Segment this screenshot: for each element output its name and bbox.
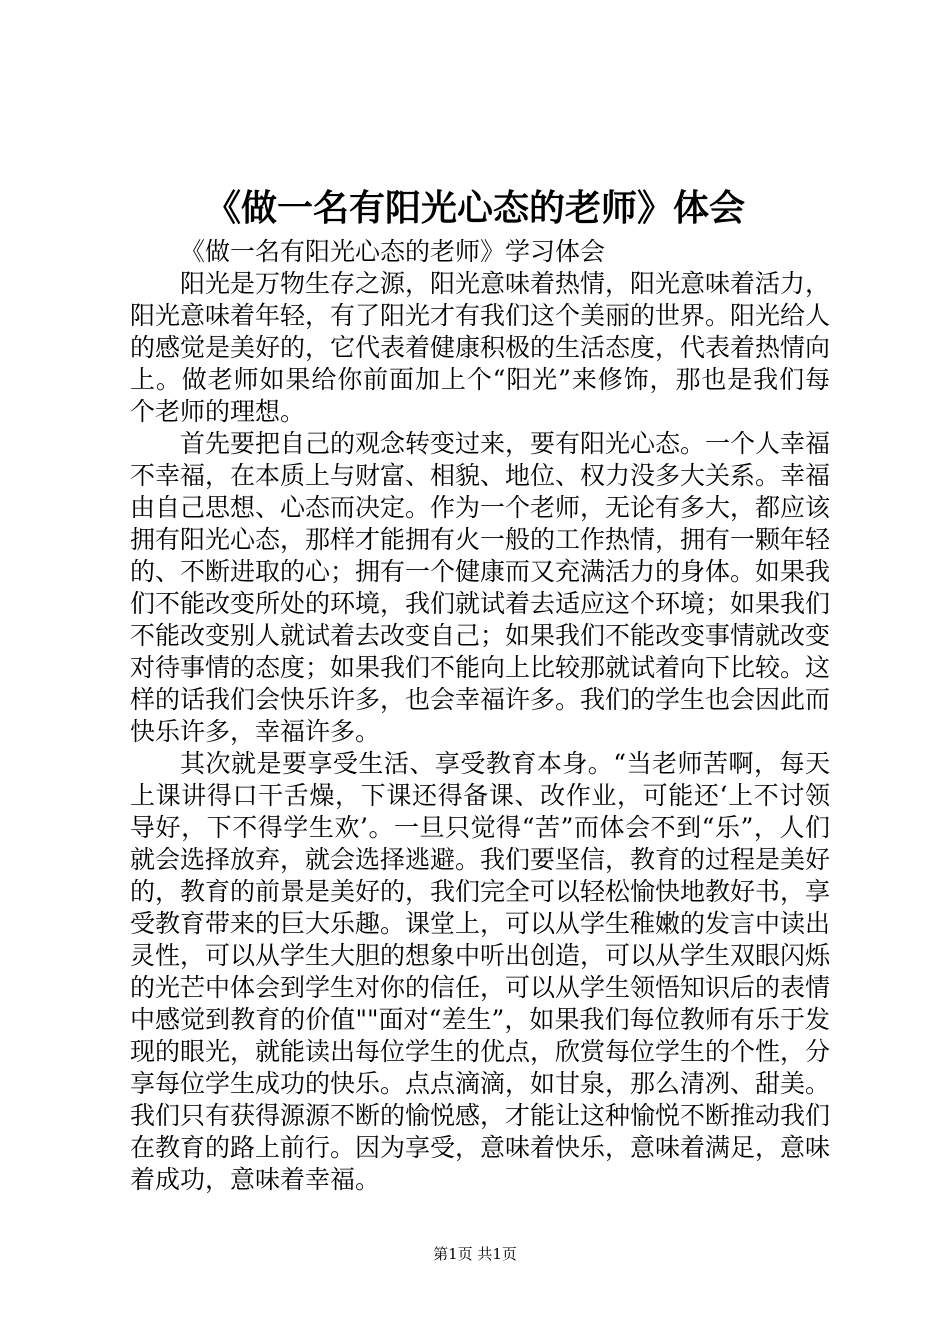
document-subtitle: 《做一名有阳光心态的老师》学习体会 <box>180 237 606 266</box>
paragraph-1: 阳光是万物生存之源，阳光意味着热情，阳光意味着活力，阳光意味着年轻，有了阳光才有我们这个美丽的世界。阳光给人的感觉是美好的，它代表着健康积极的生活态度，代表着热情向上。做老师如果给你前面加上个“阳光”来修饰，那也是我们每个老师的理想。 <box>130 269 831 426</box>
document-title: 《做一名有阳光心态的老师》体会 <box>204 188 745 229</box>
page-footer: 第1页 共1页 <box>433 1245 517 1263</box>
document-body <box>130 236 830 1196</box>
paragraph-2: 首先要把自己的观念转变过来，要有阳光心态。一个人幸福不幸福，在本质上与财富、相貌、地位、权力没多大关系。幸福由自己思想、心态而决定。作为一个老师，无论有多大，都应该拥有阳光心态，那样才能拥有火一般的工作热情，拥有一颗年轻的、不断进取的心；拥有一个健康而又充满活力的身体。如果我们不能改变所处的环境，我们就试着去适应这个环境；如果我们不能改变别人就试着去改变自己；如果我们不能改变事情就改变对待事情的态度；如果我们不能向上比较那就试着向下比较。这样的话我们会快乐许多，也会幸福许多。我们的学生也会因此而快乐许多，幸福许多。 <box>130 429 831 746</box>
paragraph-3: 其次就是要享受生活、享受教育本身。“当老师苦啊，每天上课讲得口干舌燥，下课还得备课、改作业，可能还‘上不讨领导好，下不得学生欢’。一旦只觉得“苦”而体会不到“乐”，人们就会选择放弃，就会选择逃避。我们要坚信，教育的过程是美好的，教育的前景是美好的，我们完全可以轻松愉快地教好书，享受教育带来的巨大乐趣。课堂上，可以从学生稚嫩的发言中读出灵性，可以从学生大胆的想象中听出创造，可以从学生双眼闪烁的光芒中体会到学生对你的信任，可以从学生领悟知识后的表情中感觉到教育的价值""面对“差生”，如果我们每位教师有乐于发现的眼光，就能读出每位学生的优点，欣赏每位学生的个性，分享每位学生成功的快乐。点点滴滴，如甘泉，那么清冽、甜美。我们只有获得源源不断的愉悦感，才能让这种愉悦不断推动我们在教育的路上前行。因为享受，意味着快乐，意味着满足，意味着成功，意味着幸福。 <box>130 749 831 1194</box>
